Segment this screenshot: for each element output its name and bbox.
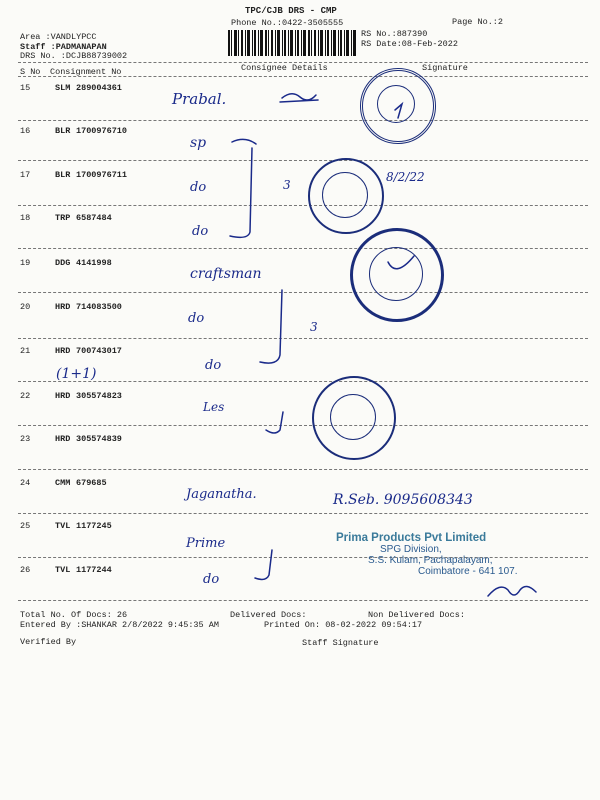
automation-stamp — [350, 228, 444, 322]
sciences-stamp — [312, 376, 396, 460]
phone-number: Phone No.:0422-3505555 — [231, 18, 344, 28]
handwriting-row-25: Prime — [186, 536, 226, 551]
stamp-division: SPG Division, — [380, 544, 442, 555]
row-sno: 23 — [20, 434, 31, 444]
row-code: CMM — [55, 478, 71, 488]
handwriting-row-20: do — [188, 311, 205, 326]
handwriting-row-24: Jaganatha. — [186, 487, 257, 502]
row-consignment: 1177245 — [76, 521, 112, 531]
drs-number: DRS No. :DCJB88739002 — [20, 51, 128, 61]
handwriting-quantity: (1+1) — [56, 366, 97, 382]
security-stamp — [308, 158, 384, 234]
non-delivered-docs: Non Delivered Docs: — [368, 610, 465, 620]
stamp-company-name: Prima Products Pvt Limited — [336, 532, 487, 544]
handwriting-row-21: do — [205, 358, 222, 373]
row-sno: 15 — [20, 83, 31, 93]
row-code: BLR — [55, 126, 71, 136]
row-sno: 22 — [20, 391, 31, 401]
total-docs: Total No. Of Docs: 26 — [20, 610, 128, 620]
row-code: HRD — [55, 391, 71, 401]
row-sno: 19 — [20, 258, 31, 268]
row-sno: 25 — [20, 521, 31, 531]
stamp-address: S.S. Kulam, Pachapalayam, — [368, 555, 493, 566]
row-consignment: 289004361 — [76, 83, 122, 93]
row-sno: 21 — [20, 346, 31, 356]
column-signature: Signature — [422, 63, 468, 73]
row-code: HRD — [55, 302, 71, 312]
area-label: Area :VANDLYPCC — [20, 32, 97, 42]
column-consignee: Consignee Details — [241, 63, 328, 73]
handwriting-row-15: Prabal. — [172, 90, 227, 108]
stamp-city: Coimbatore - 641 107. — [418, 566, 518, 577]
verified-by: Verified By — [20, 637, 77, 647]
column-consignment: Consignment No — [50, 67, 122, 77]
row-sno: 20 — [20, 302, 31, 312]
row-code: TVL — [55, 521, 71, 531]
delivered-docs: Delivered Docs: — [230, 610, 307, 620]
row-consignment: 1177244 — [76, 565, 112, 575]
row-consignment: 6587484 — [76, 213, 112, 223]
prima-products-stamp — [336, 532, 518, 577]
row-consignment: 305574823 — [76, 391, 122, 401]
row-code: SLM — [55, 83, 71, 93]
row-sno: 17 — [20, 170, 31, 180]
row-code: DDG — [55, 258, 71, 268]
row-consignment: 4141998 — [76, 258, 112, 268]
page-number: Page No.:2 — [452, 17, 504, 27]
row-code: BLR — [55, 170, 71, 180]
handwriting-count-3: 3 — [310, 320, 318, 334]
handwriting-date: 8/2/22 — [386, 170, 425, 184]
row-consignment: 714083500 — [76, 302, 122, 312]
handwriting-row-22: Les — [203, 400, 225, 414]
handwriting-phone: R.Seb. 9095608343 — [333, 492, 473, 508]
column-sno: S No — [20, 67, 41, 77]
row-code: TVL — [55, 565, 71, 575]
row-sno: 24 — [20, 478, 31, 488]
staff-label: Staff :PADMANAPAN — [20, 42, 107, 52]
handwriting-count-3: 3 — [283, 178, 291, 192]
company-stamp-top — [360, 68, 436, 144]
row-consignment: 700743017 — [76, 346, 122, 356]
handwriting-row-19: craftsman — [190, 266, 262, 282]
printed-on: Printed On: 08-02-2022 09:54:17 — [264, 620, 423, 630]
row-sno: 26 — [20, 565, 31, 575]
entered-by: Entered By :SHANKAR 2/8/2022 9:45:35 AM — [20, 620, 219, 630]
report-title: TPC/CJB DRS - CMP — [245, 6, 337, 16]
rs-number: RS No.:887390 — [361, 29, 428, 39]
row-code: TRP — [55, 213, 71, 223]
row-consignment: 1700976711 — [76, 170, 128, 180]
row-consignment: 679685 — [76, 478, 107, 488]
rs-date: RS Date:08-Feb-2022 — [361, 39, 458, 49]
row-consignment: 1700976710 — [76, 126, 128, 136]
handwriting-row-17: do — [190, 180, 207, 195]
staff-signature: Staff Signature — [302, 638, 379, 648]
row-consignment: 305574839 — [76, 434, 122, 444]
row-sno: 16 — [20, 126, 31, 136]
row-sno: 18 — [20, 213, 31, 223]
handwriting-row-18: do — [192, 224, 209, 239]
handwriting-row-16: sp — [190, 135, 207, 151]
row-code: HRD — [55, 434, 71, 444]
row-code: HRD — [55, 346, 71, 356]
handwriting-row-26: do — [203, 572, 220, 587]
